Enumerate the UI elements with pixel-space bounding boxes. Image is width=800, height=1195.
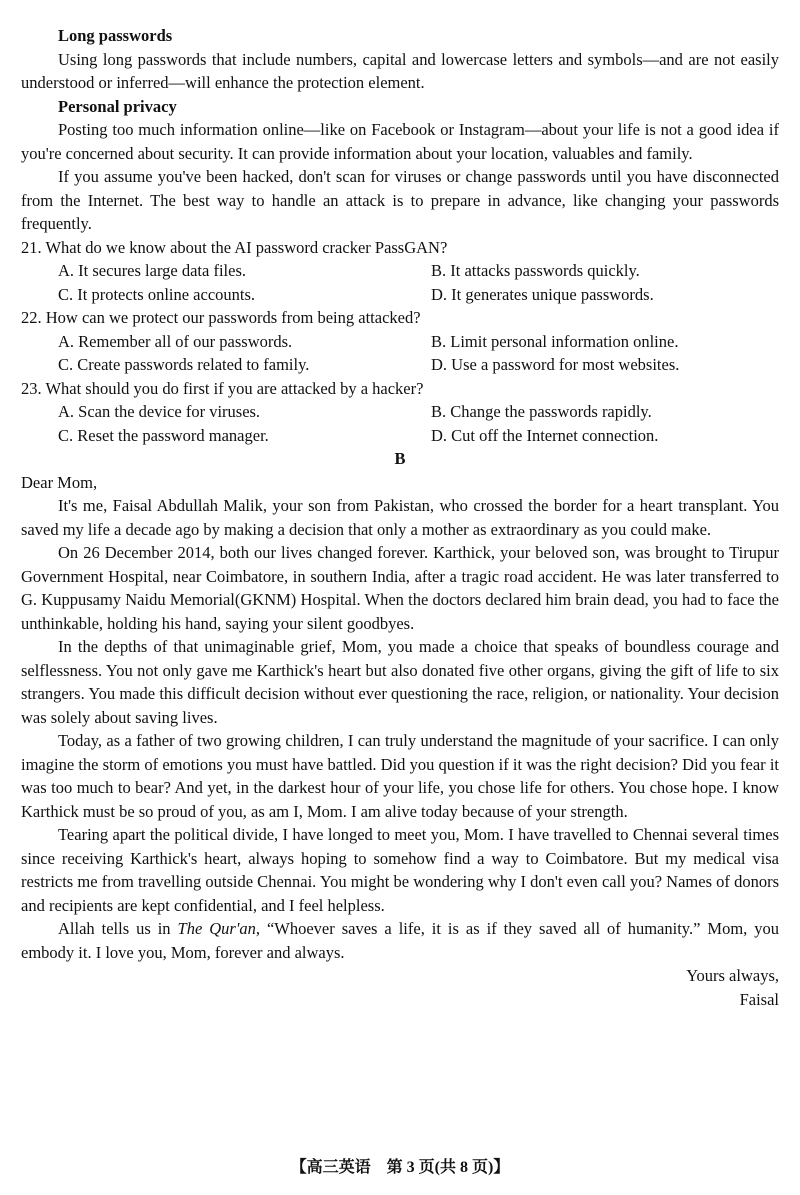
personal-privacy-heading: Personal privacy	[58, 96, 177, 116]
letter-closing: Yours always,	[686, 966, 779, 985]
question-21-option-b: B. It attacks passwords quickly.	[431, 261, 640, 280]
question-21-stem: 21. What do we know about the AI password cracker PassGAN?	[21, 237, 448, 257]
question-22-option-b: B. Limit personal information online.	[431, 331, 679, 351]
question-23-options	[21, 400, 779, 447]
question-23-option-c: C. Reset the password manager.	[58, 425, 269, 445]
letter-paragraph-2: On 26 December 2014, both our lives changed forever. Karthick, your beloved son, was brought to Tirupur Government Hospital, near Coimbatore, in southern India, after a tragic road accident. He was later transferred to G. Kuppusamy Naidu Memorial(GKNM) Hospital. When the doctors declared him brain dead, you had to face the unthinkable, holding his hand, saying your silent goodbyes.	[21, 543, 779, 633]
question-22-option-d: D. Use a password for most websites.	[431, 355, 680, 374]
question-21-options	[21, 259, 779, 306]
question-22-stem: 22. How can we protect our passwords from being attacked?	[21, 308, 421, 327]
question-23-option-d: D. Cut off the Internet connection.	[431, 425, 659, 445]
question-21-option-c: C. It protects online accounts.	[58, 284, 256, 304]
personal-privacy-paragraph-2: If you assume you've been hacked, don't scan for viruses or change passwords until you have disconnected from the Internet. The best way to handle an attack is to prepare in advance, like changing your passwords frequently.	[21, 167, 779, 233]
question-23-stem: 23. What should you do first if you are attacked by a hacker?	[21, 378, 424, 398]
question-22-option-c: C. Create passwords related to family.	[58, 355, 310, 374]
letter-paragraph-5: Tearing apart the political divide, I have longed to meet you, Mom. I have travelled to Chennai several times since receiving Karthick's heart, always hoping to somehow find a way to Coimbatore. But my medical visa restricts me from travelling outside Chennai. You might be wondering why I don't even call you? Names of donors and recipients are kept confidential, and I feel helpless.	[21, 825, 779, 915]
letter-salutation: Dear Mom,	[21, 472, 98, 492]
question-23-option-a: A. Scan the device for viruses.	[58, 402, 261, 421]
letter-signature: Faisal	[739, 989, 779, 1009]
question-21-option-d: D. It generates unique passwords.	[431, 284, 654, 304]
letter-paragraph-4: Today, as a father of two growing children, I can truly understand the magnitude of your sacrifice. I can only imagine the storm of emotions you must have battled. Did you question if it was the right decision? Did you fear it was too much to bear? And yet, in the darkest hour of your life, you chose life for others. You chose hope. I know Karthick must be so proud of you, as am I, Mom. I am alive today because of your strength.	[21, 731, 779, 821]
section-b-label: B	[394, 449, 406, 468]
letter-p6-before: Allah tells us in	[58, 919, 178, 938]
quran-title: The Qur'an	[177, 919, 256, 938]
letter-p6-after: , “Whoever saves a life, it is as if they saved all of humanity.” Mom, you embody it. I love you, Mom, forever and always.	[21, 919, 779, 962]
question-21-option-a: A. It secures large data files.	[58, 261, 246, 280]
letter-paragraph-6	[21, 917, 779, 964]
question-23-option-b: B. Change the passwords rapidly.	[431, 402, 652, 421]
letter-paragraph-3: In the depths of that unimaginable grief, Mom, you made a choice that speaks of boundless courage and selflessness. You not only gave me Karthick's heart but also donated five other organs, giving the gift of life to six strangers. You made this difficult decision without ever questioning the race, religion, or nationality. Your decision was solely about saving lives.	[21, 637, 779, 727]
long-passwords-heading: Long passwords	[58, 26, 173, 45]
letter-paragraph-1: It's me, Faisal Abdullah Malik, your son from Pakistan, who crossed the border for a heart transplant. You saved my life a decade ago by making a decision that only a mother as extraordinary as you could make.	[21, 496, 779, 539]
question-22-option-a: A. Remember all of our passwords.	[58, 331, 293, 351]
long-passwords-paragraph: Using long passwords that include numbers, capital and lowercase letters and symbols—and are not easily understood or inferred—will enhance the protection element.	[21, 49, 779, 92]
personal-privacy-paragraph-1: Posting too much information online—like on Facebook or Instagram—about your life is not a good idea if you're concerned about security. It can provide information about your location, valuables and family.	[21, 120, 779, 163]
page-footer: 【高三英语 第 3 页(共 8 页)】	[290, 1159, 510, 1176]
question-22-options	[21, 330, 779, 377]
